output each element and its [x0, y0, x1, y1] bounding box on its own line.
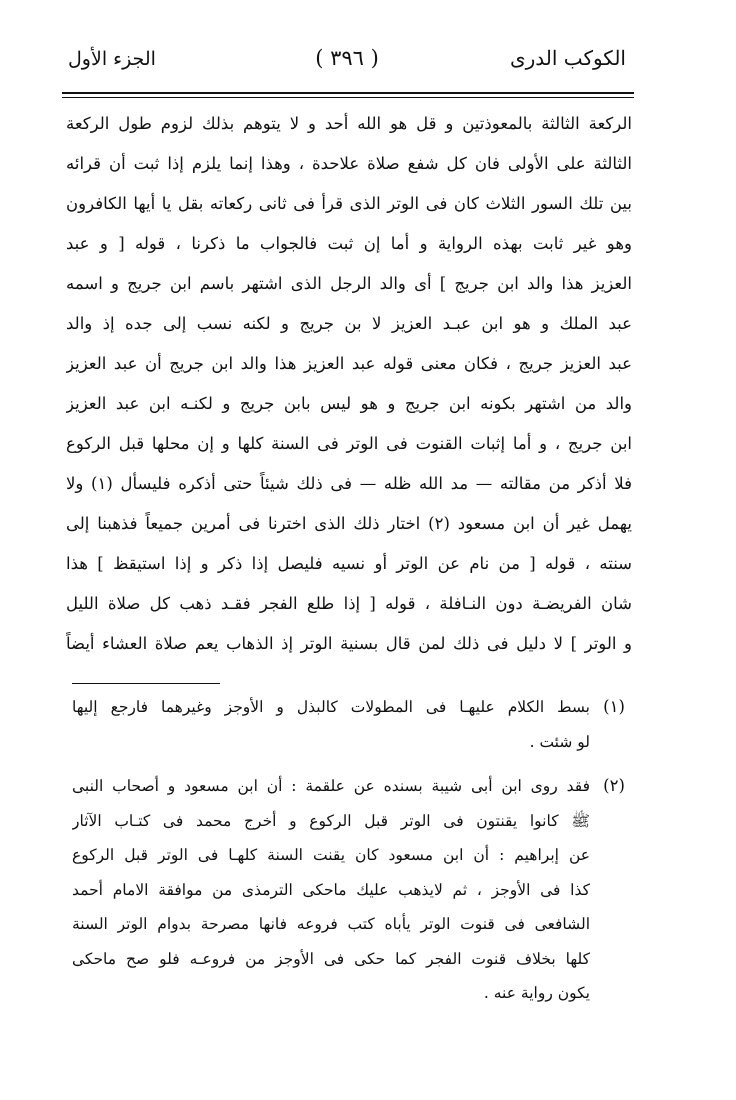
main-text: [66, 104, 632, 664]
text-line: الثالثة على الأولى فان كل شفع صلاة علاحدة ، وهذا إنما يلزم إذا ثبت أن قرائه: [66, 154, 632, 173]
footnote-line: ﷺ كانوا يقنتون فى الوتر قبل الركوع و أخرج محمد فى كتـاب الآثار: [72, 811, 590, 830]
footnote-body: [72, 769, 590, 1011]
footnote-line: فقد روى ابن أبى شيبة بسنده عن علقمة : أن ابن مسعود و أصحاب النبى: [72, 777, 590, 795]
footnote-line: لو شئت .: [529, 732, 590, 751]
text-line: بين تلك السور الثلاث كان فى الوتر الذى قرأ فى ثانى ركعاته بقل يا أيها الكافرون: [66, 194, 632, 213]
footnote-line: بسط الكلام عليهـا فى المطولات كالبذل و الأوجز وغيرهما فارجع إليها: [72, 698, 590, 716]
footnote-body: [72, 690, 590, 759]
volume-label: الجزء الأول: [68, 48, 156, 70]
text-line: سنته ، قوله [ من نام عن الوتر أو نسيه فليصل إذا ذكر و إذا استيقظ ] هذا: [66, 554, 632, 573]
footnote-2: [72, 769, 636, 1011]
footnote-number: (٢): [603, 776, 625, 795]
text-line: يهمل غير أن ابن مسعود (٢) اختار ذلك الذى اخترنا فى أمرين جميعاً فذهبنا إلى: [66, 514, 632, 533]
text-line: العزيز هذا والد ابن جريج ] أى والد الرجل الذى اشتهر باسم ابن جريج و اسمه: [66, 274, 632, 293]
text-line: شان الفريضـة دون النـافلة ، قوله [ إذا طلع الفجر فقـد ذهب كل صلاة الليل: [66, 594, 632, 613]
text-line: والد من اشتهر بكونه ابن جريج و هو ليس بابن جريج و لكنـه ابن عبد العزيز: [66, 394, 632, 413]
page-number: ( ٣٩٦ ): [315, 46, 379, 70]
footnotes: [72, 690, 636, 1011]
text-line: عبد الملك و هو ابن عبـد العزيز لا بن جريج و لكنه نسب إلى جده إذ والد: [66, 314, 632, 333]
footnote-line: عن إبراهيم : أن ابن مسعود كان يقنت السنة كلهـا فى الوتر قبل الركوع: [72, 846, 590, 864]
footnote-separator: [72, 683, 220, 684]
footnote-line: يكون رواية عنه .: [483, 984, 590, 1002]
text-line: فلا أذكر من مقالته — مد الله ظله — فى ذلك شيئاً حتى أذكره فليسأل (١) ولا: [66, 474, 632, 493]
footnote-line: الشافعى فى قنوت الوتر يأباه كتب فروعه فانها مصرحة بدوام الوتر السنة: [72, 915, 590, 933]
text-line: الركعة الثالثة بالمعوذتين و قل هو الله أحد و لا يتوهم بذلك لزوم طول الركعة: [66, 114, 632, 133]
text-line: عبد العزيز جريج ، فكان معنى قوله عبد العزيز هذا والد ابن جريج أن عبد العزيز: [66, 354, 632, 373]
footnote-number: (١): [603, 697, 625, 716]
footnote-1: [72, 690, 636, 759]
text-line: و الوتر ] لا دليل فى ذلك لمن قال بسنية الوتر إذ الذهاب يعم صلاة العشاء أيضاً: [66, 634, 632, 653]
book-title: الكوكب الدرى: [509, 46, 626, 70]
header-rule-thick: [62, 92, 634, 94]
text-line: وهو غير ثابت بهذه الرواية و أما إن ثبت فالجواب ما ذكرنا ، قوله [ و عبد: [66, 234, 632, 253]
footnote-line: كلها بخلاف قنوت الفجر كما حكى فى الأوجز من فروعـه فلو صح ماحكى: [72, 949, 590, 968]
footnote-line: كذا فى الأوجز ، ثم لايذهب عليك ماحكى الترمذى من موافقة الامام أحمد: [72, 880, 590, 899]
page-header: [62, 40, 632, 88]
text-line: ابن جريج ، و أما إثبات القنوت فى الوتر فى السنة كلها و إن محلها قبل الركوع: [66, 434, 632, 453]
header-rule-thin: [62, 97, 634, 98]
